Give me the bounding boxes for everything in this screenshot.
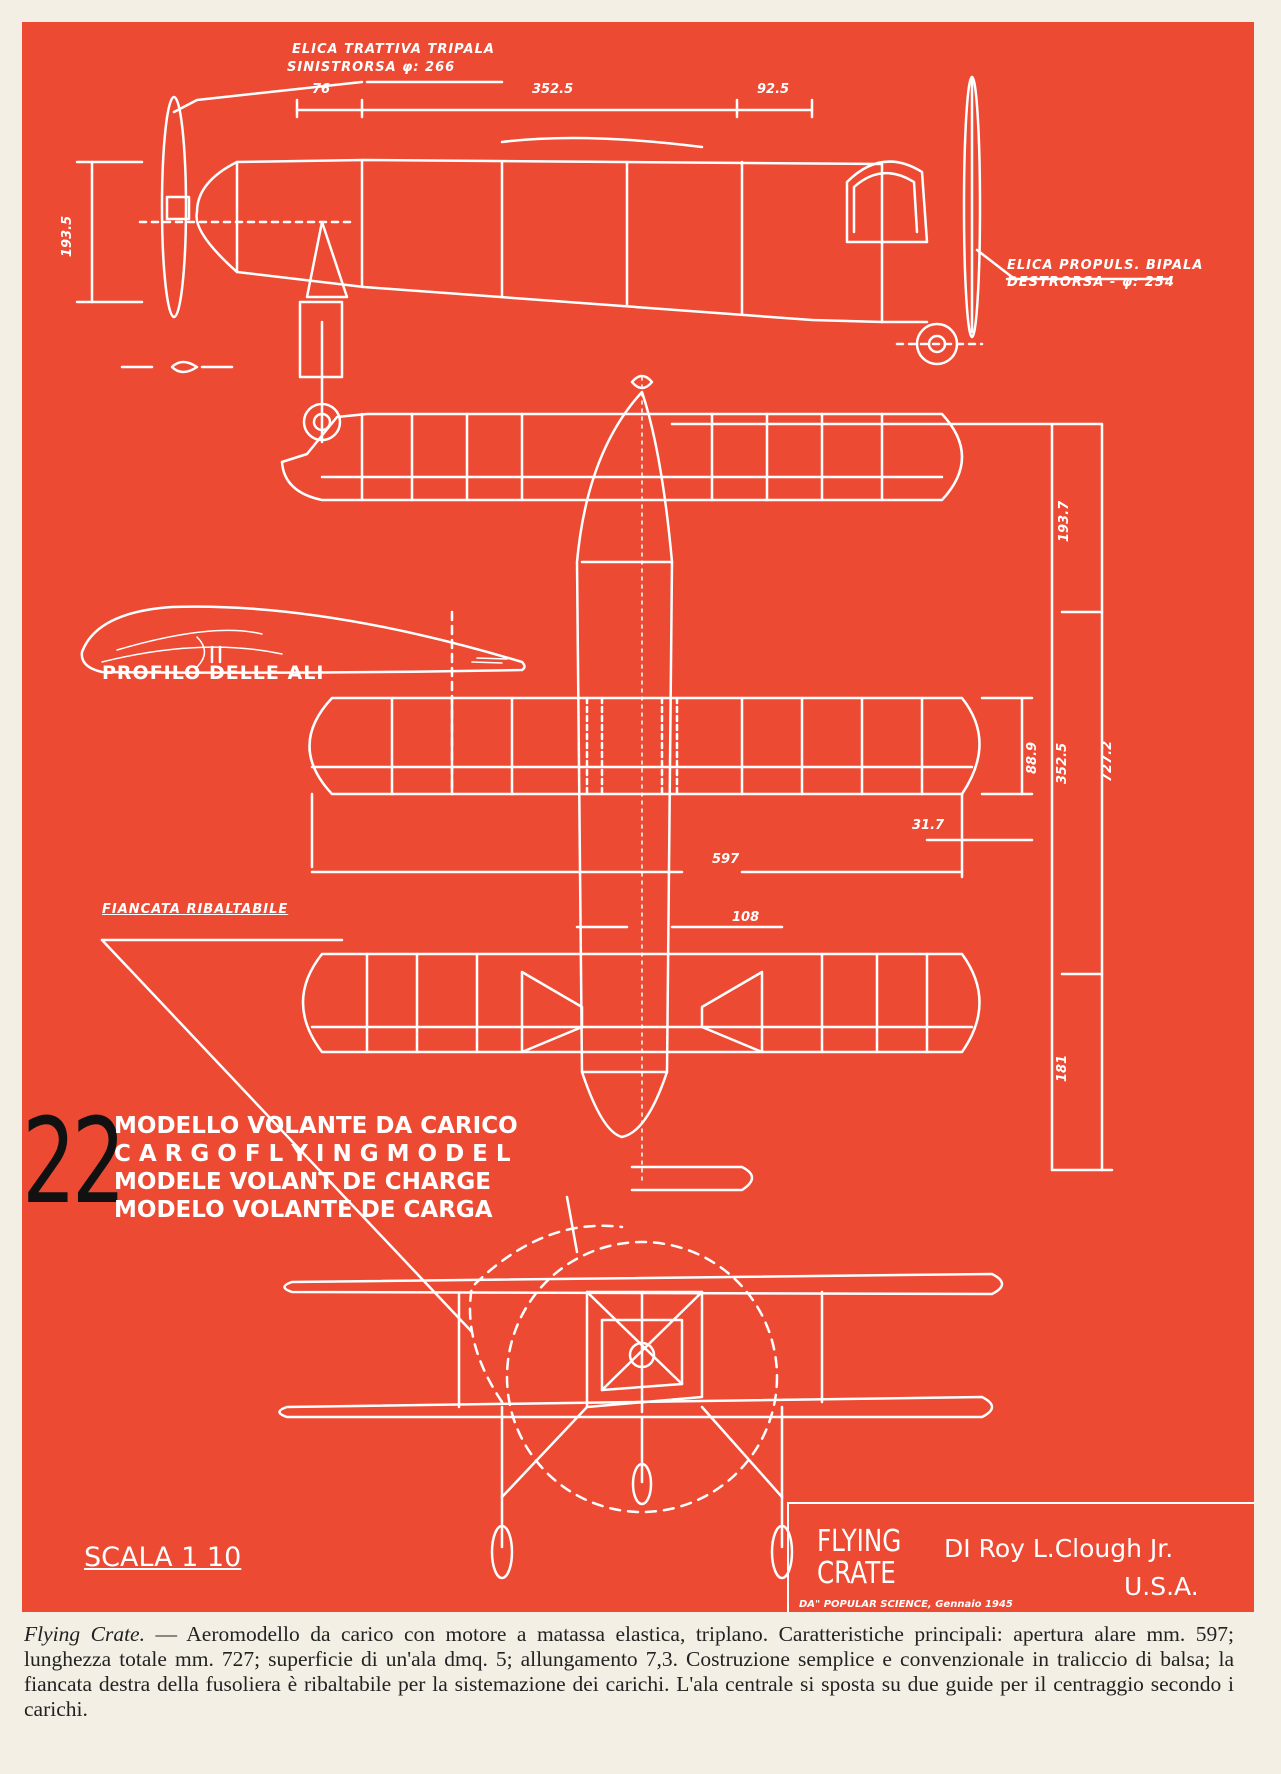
dim-nose: 76 — [312, 82, 331, 97]
dim-tail: 92.5 — [757, 82, 790, 97]
credit-box — [787, 1502, 1254, 1612]
country: U.S.A. — [1124, 1572, 1199, 1601]
source-credit: DA" POPULAR SCIENCE, Gennaio 1945 — [799, 1599, 1013, 1610]
title-english: C A R G O F L Y I N G M O D E L — [114, 1141, 511, 1167]
dim-span: 597 — [712, 852, 740, 867]
pusher-prop-callout-line1: ELICA PROPULS. BIPALA — [1007, 258, 1204, 273]
caption — [24, 1622, 1234, 1722]
plate-number: 22 — [22, 1092, 122, 1230]
dim-wing-gap: 352.5 — [1055, 742, 1070, 784]
model-name-line1: FLYING — [817, 1524, 902, 1559]
model-name-line2: CRATE — [817, 1556, 896, 1591]
blueprint-sheet — [22, 22, 1254, 1612]
caption-title: Flying Crate. — [24, 1622, 145, 1646]
dim-tip: 31.7 — [912, 818, 945, 833]
side-panel-callout: FIANCATA RIBALTABILE — [102, 902, 289, 917]
dim-chord: 88.9 — [1025, 741, 1040, 774]
dim-wing-gap-lower: 181 — [1055, 1054, 1070, 1082]
dim-overall-length: 727.2 — [1100, 740, 1115, 782]
tractor-prop-callout-line1: ELICA TRATTIVA TRIPALA — [292, 42, 495, 57]
tractor-prop-callout-line2: SINISTRORSA φ: 266 — [287, 60, 456, 75]
dim-wing-gap-upper: 193.7 — [1057, 500, 1072, 542]
dim-height: 193.5 — [60, 215, 75, 257]
title-italian: MODELLO VOLANTE DA CARICO — [114, 1113, 518, 1139]
front-view — [102, 940, 1002, 1578]
title-french: MODELE VOLANT DE CHARGE — [114, 1169, 492, 1195]
wing-profile-label: PROFILO DELLE ALI — [102, 662, 325, 684]
multilingual-titles — [114, 1112, 518, 1224]
dim-mid: 352.5 — [532, 82, 574, 97]
top-view — [82, 376, 1112, 1190]
title-spanish: MODELO VOLANTE DE CARGA — [114, 1197, 493, 1223]
dim-fuselage-width: 108 — [732, 910, 760, 925]
author: DI Roy L.Clough Jr. — [944, 1534, 1174, 1563]
pusher-prop-callout-line2: DESTRORSA - φ: 254 — [1007, 275, 1175, 290]
caption-text: — Aeromodello da carico con motore a matassa elastica, triplano. Caratteristiche principali: apertura alare mm. 597; lunghezza totale mm. 727; superficie di un'ala dmq. 5; allungamento 7,3. Costruzione semplice e convenzionale in traliccio di balsa; la fiancata destra della fusoliera è ribaltabile per la sistemazione dei carichi. L'ala centrale si sposta su due guide per il centraggio secondo i carichi. — [24, 1622, 1234, 1721]
scale-label: SCALA 1 10 — [84, 1542, 242, 1573]
